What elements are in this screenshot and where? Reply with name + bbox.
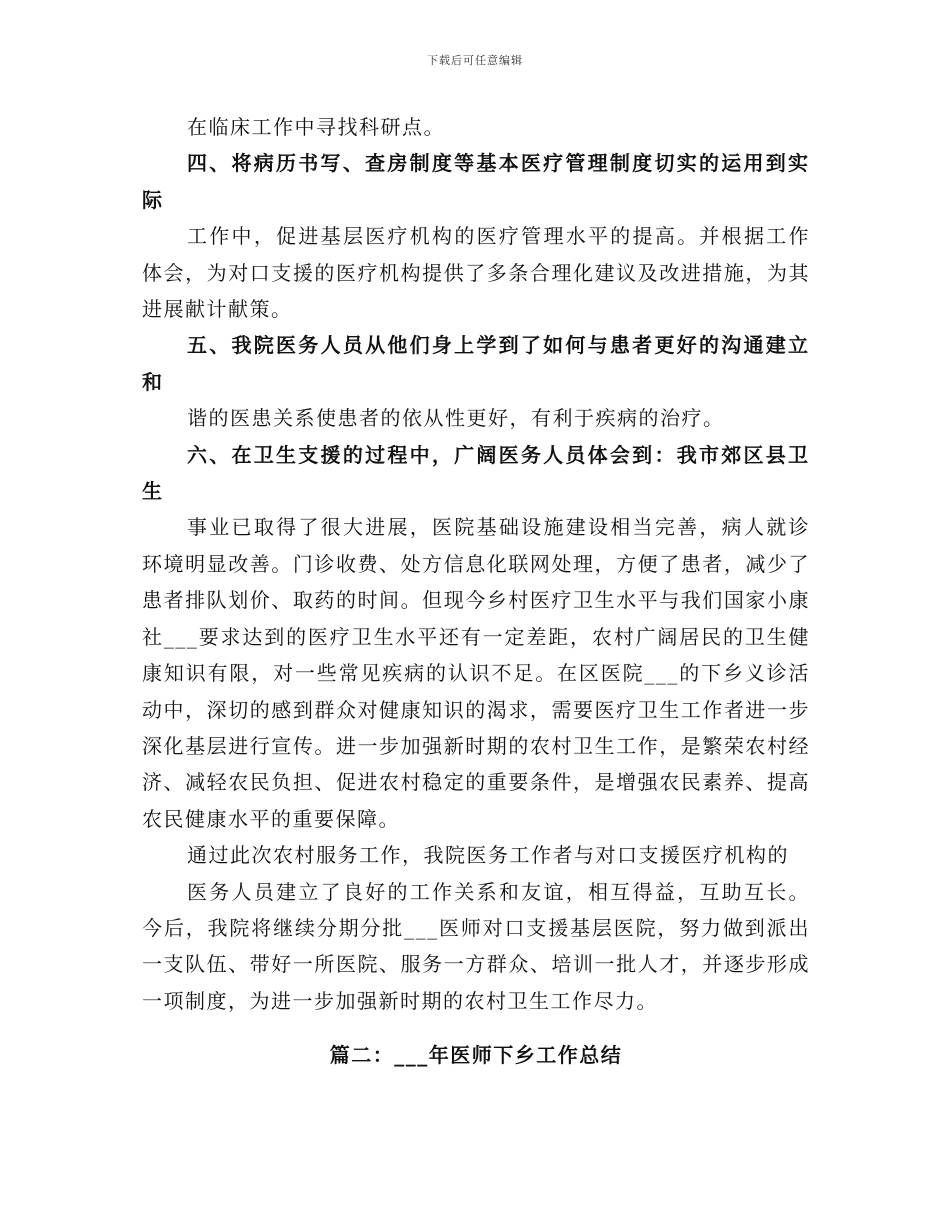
section-title: 篇二：___年医师下乡工作总结: [329, 1043, 623, 1068]
paragraph-6: 医务人员建立了良好的工作关系和友谊，相互得益，互助互长。今后，我院将继续分期分批___医师对口支援基层医院，努力做到派出一支队伍、带好一所医院、服务一方群众、培训一批人才，并逐步形成一项制度，为进一步加强新时期的农村卫生工作尽力。: [142, 879, 810, 1013]
paragraph-5: 通过此次农村服务工作，我院医务工作者与对口支援医疗机构的: [187, 843, 789, 868]
paragraph-2: 工作中，促进基层医疗机构的医疗管理水平的提高。并根据工作体会，为对口支援的医疗机构提供了多条合理化建议及改进措施，为其进展献计献策。: [142, 224, 810, 322]
paragraph-4: 事业已取得了很大进展，医院基础设施建设相当完善，病人就诊环境明显改善。门诊收费、处方信息化联网处理，方便了患者，减少了患者排队划价、取药的时间。但现今乡村医疗卫生水平与我们国家小康社___要求达到的医疗卫生水平还有一定差距，农村广阔居民的卫生健康知识有限，对一些常见疾病的认识不足。在区医院___的下乡义诊活动中，深切的感到群众对健康知识的渴求，需要医疗卫生工作者进一步深化基层进行宣传。进一步加强新时期的农村卫生工作，是繁荣农村经济、减轻农民负担、促进农村稳定的重要条件，是增强农民素养、提高农民健康水平的重要保障。: [142, 515, 810, 831]
paragraph-3: 谐的医患关系使患者的依从性更好，有利于疾病的治疗。: [187, 406, 725, 431]
heading-item-4: 四、将病历书写、查房制度等基本医疗管理制度切实的运用到实际: [142, 151, 810, 212]
heading-item-5: 五、我院医务人员从他们身上学到了如何与患者更好的沟通建立和: [142, 333, 810, 394]
paragraph-1: 在临床工作中寻找科研点。: [187, 115, 445, 139]
document-body: [142, 109, 810, 1073]
heading-item-6: 六、在卫生支援的过程中，广阔医务人员体会到：我市郊区县卫生: [142, 442, 810, 504]
page-header: 下载后可任意编辑: [427, 54, 523, 67]
